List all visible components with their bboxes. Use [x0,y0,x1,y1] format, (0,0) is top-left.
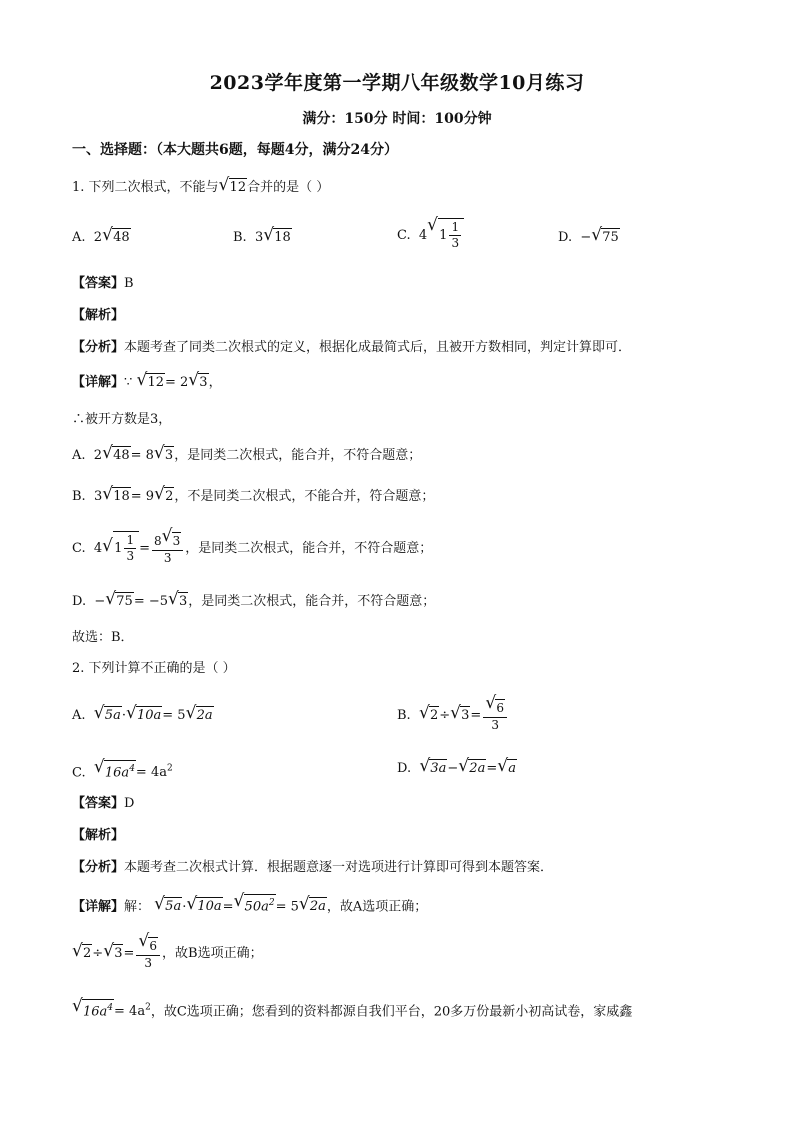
q2-s2-num-radical [139,937,158,955]
q2-s2-div: ÷ [92,946,104,961]
q1-la-radicand-1: 48 [113,448,130,463]
q1-lc-rnum-radical [163,532,182,550]
q2-b-fraction [483,699,507,733]
q1-ld-radicand-1: 75 [116,594,133,609]
q1-lc-radicand [113,531,139,566]
q1-la-radicand-2: 3 [164,448,174,463]
q2-b-num [483,699,507,718]
question-2: 2. 下列计算不正确的是（ ） [72,661,236,676]
q1-la-label: A. [72,448,86,463]
q1-answer [72,274,134,294]
q1-ld-label: D. [72,594,87,609]
q1-analysis-tag: 【解析】 [72,308,125,323]
q1-c-coef: 4 [418,228,428,243]
q1-prefix: 1. 下列二次根式，不能与 [72,180,219,195]
q1-lb-radicand-1: 18 [113,489,130,504]
q1-d-label: D. [558,230,573,245]
q1-lc-whole: 1 [114,541,123,556]
q1-la-coef: 2 [93,448,103,463]
q1-a-radicand: 48 [113,230,130,245]
q2-answer-tag: 【答案】 [72,796,125,811]
q2-s3-radicand [82,999,114,1020]
q1-lc-rnum-coef: 8 [154,533,162,548]
q1-c-num: 1 [451,220,460,234]
section-heading: 一、选择题：（本大题共6题，每题4分，满分24分） [72,142,398,158]
q2-c-exp: 4 [129,764,135,774]
q1-la-radical-1 [103,446,131,466]
q2-s3-rhs [114,1004,151,1019]
q2-b-label: B. [397,708,411,723]
q1-lc-rnum-radicand: 3 [172,533,181,548]
q1-d-coef: − [580,230,592,245]
q2-s1-radicand-3 [244,894,276,915]
q2-b-num-radical [486,699,505,717]
q1-detail-eq: = 2 [164,375,189,390]
q1-lb-radical-2 [155,487,174,507]
q1-detail-radical-1 [137,373,165,393]
q2-option-c [72,759,173,783]
q1-lb-coef: 3 [93,489,103,504]
q1-fenxi [72,338,631,358]
q2-s2-radicand-1: 2 [83,946,92,961]
q2-answer-value: D [124,796,135,811]
q2-option-a [72,706,214,726]
q2-a-eq: = 5 [162,708,186,723]
q2-s3-exp: 4 [107,1003,114,1013]
q1-line-c [72,530,432,568]
q2-fenxi-tag: 【分析】 [72,860,125,875]
q1-fenxi-text: 本题考查了同类二次根式的定义，根据化成最简式后，且被开方数相同，判定计算即可． [124,340,632,355]
q2-s3-eq: = 4a [114,1004,146,1020]
q1-d-radicand: 75 [602,230,619,245]
q1-ld-minus: − [94,594,106,609]
q1-detail-radicand-2: 3 [199,375,208,390]
q2-fenxi-text: 本题考查二次根式计算．根据题意逐一对选项进行计算即可得到本题答案． [124,860,554,875]
q2-b-eq: = [470,708,482,723]
q1-lc-num: 1 [126,533,135,547]
q2-a-radicand-3: 2a [196,708,213,723]
q2-d-eq: = [486,761,498,776]
q1-option-b [233,228,292,248]
q2-a-label: A. [72,708,86,723]
q2-d-radicand-1: 3a [430,761,447,776]
q2-b-radical-1 [420,698,439,734]
q2-s2-num [136,937,160,956]
q1-detail-radical-2 [189,373,208,393]
q1-b-radical [264,228,292,248]
q1-ld-radical-1 [106,592,134,612]
q1-ld-radical-2 [169,592,188,612]
q2-a-dot: · [121,708,126,723]
q1-lc-label: C. [72,541,86,556]
question-1 [72,178,329,198]
q2-c-radical [95,760,136,783]
q1-ld-eq: = −5 [133,594,169,609]
q1-lb-label: B. [72,489,86,504]
q1-because: ∵ [124,375,133,390]
q2-s1-eq: = [222,899,234,915]
q2-s1-eq2: = 5 [275,899,299,915]
q2-d-radical-2 [459,759,486,779]
q2-b-num-radicand: 6 [496,700,504,715]
q2-analysis-tag: 【解析】 [72,828,125,843]
q1-lb-radicand-2: 2 [165,489,174,504]
q2-s1-radicand-4: 2a [309,899,326,915]
q2-s2-radicand-2: 3 [114,946,123,961]
q1-c-label: C. [397,228,411,243]
q1-option-a [72,228,131,248]
q1-therefore: ∴被开方数是3， [72,412,172,427]
q1-la-eq: = 8 [130,448,154,463]
q2-s1-radicand-2: 10a [197,899,222,915]
q2-d-radical-3 [498,759,517,779]
q1-b-coef: 3 [254,230,264,245]
q1-lc-result-num [152,532,183,551]
q2-s3-radical [73,999,114,1022]
q1-lc-eq: = [139,541,150,556]
q1-b-label: B. [233,230,247,245]
q2-option-d [397,759,517,779]
q2-s2-text: ，故B选项正确； [162,946,263,961]
q1-la-radical-2 [155,446,174,466]
q2-c-label: C. [72,765,86,781]
q2-b-radical-2 [451,698,470,734]
q1-c-radical [428,218,464,253]
q1-answer-tag: 【答案】 [72,276,125,291]
q1-radicand: 12 [229,180,247,195]
q1-la-text: ，是同类二次根式，能合并，不符合题意； [174,448,422,463]
q1-detail [72,373,222,393]
q2-b-den: 3 [491,717,499,732]
q2-d-minus: − [447,761,459,776]
q2-s2-radical-2 [104,936,123,972]
q1-c-radicand [438,218,464,253]
q1-lc-result-fraction [152,532,183,566]
q2-a-radical-1 [95,706,122,726]
q1-lc-result-den: 3 [163,550,172,565]
q2-s3-exp2: 2 [145,1003,151,1013]
q2-c-exp2: 2 [166,764,173,774]
q2-s2-eq: = [123,946,135,961]
q2-option-b [397,698,509,734]
q2-d-radicand-3: a [508,761,516,776]
q2-d-label: D. [397,761,412,776]
q2-b-radicand-1: 2 [429,708,439,723]
q1-b-radicand: 18 [274,230,291,245]
q2-a-radical-3 [187,706,214,726]
q1-a-coef: 2 [93,230,103,245]
q1-line-d [72,592,435,612]
q1-lc-coef: 4 [93,541,103,556]
q2-a-radical-2 [127,706,162,726]
q2-s1-radicand-3-base: 50a [244,899,269,915]
q2-d-radicand-2: 2a [469,761,486,776]
q2-d-radical-1 [420,759,447,779]
q2-detail [72,894,427,917]
q1-ld-radicand-2: 3 [179,594,188,609]
q1-option-d [558,228,620,248]
q1-answer-value: B [124,276,134,291]
q1-lb-eq: = 9 [130,489,155,504]
q2-s2-fraction [136,937,160,971]
q1-fenxi-tag: 【分析】 [72,340,125,355]
q1-radical [220,178,248,198]
q1-a-radical [103,228,131,248]
q2-b-radicand-2: 3 [461,708,470,723]
q1-detail-radicand-1: 12 [147,375,164,390]
q2-c-eq: = 4a [135,765,167,781]
q1-lc-fraction [124,533,136,564]
q1-lb-radical-1 [103,487,131,507]
q2-s1-text: ，故A选项正确； [326,899,428,915]
page-title: 2023学年度第一学期八年级数学10月练习 [209,72,585,94]
q2-a-radicand-1: 5a [104,708,121,723]
q1-suffix: 合并的是（ ） [247,180,330,195]
q2-s3-radicand-base: 16a [83,1004,108,1020]
q2-step-3 [72,998,632,1022]
q2-detail-prefix: 解： [124,899,151,915]
q2-s1-radical-2 [187,897,222,917]
q1-detail-end: ， [208,375,222,390]
q1-line-b [72,487,434,507]
q2-answer [72,794,134,814]
page-subtitle: 满分：150分 时间：100分钟 [302,111,492,127]
q2-step-2 [72,936,263,972]
q2-s2-den: 3 [144,955,153,970]
q1-conclusion: 故选：B． [72,630,134,645]
q2-s1-radical-4 [300,897,327,917]
q2-s3-text: ，故C选项正确；您看到的资料都源自我们平台，20多万份最新小初高试卷，家威鑫 [150,1004,633,1020]
q2-detail-tag: 【详解】 [72,899,125,915]
q2-a-radicand-2: 10a [136,708,162,723]
q1-detail-tag: 【详解】 [72,375,125,390]
q2-s1-radical-3 [235,894,276,917]
q2-s1-exp: 2 [268,898,275,908]
q2-s1-radicand-1: 5a [165,899,182,915]
q1-lb-text: ，不是同类二次根式，不能合并，符合题意； [174,489,435,504]
q2-c-radicand-base: 16a [104,765,130,781]
q1-lc-den: 3 [126,549,135,563]
q1-c-fraction [449,220,461,251]
q1-c-whole: 1 [439,228,448,243]
q1-d-radical [592,228,620,248]
q2-c-rhs [136,765,173,780]
q1-option-c [397,218,464,253]
q1-ld-text: ，是同类二次根式，能合并，不符合题意； [188,594,436,609]
q2-s2-num-radicand: 6 [149,938,158,953]
q2-c-radicand [104,760,136,781]
q1-c-den: 3 [451,236,460,250]
q1-line-a [72,446,421,466]
q2-s1-dot: · [182,899,187,915]
q2-b-div: ÷ [439,708,451,723]
q2-fenxi [72,858,553,878]
q1-lc-radical [103,530,139,568]
q2-s1-radical-1 [155,897,182,917]
q2-s2-radical-1 [73,936,92,972]
q1-a-label: A. [72,230,86,245]
q1-lc-text: ，是同类二次根式，能合并，不符合题意； [185,541,433,556]
